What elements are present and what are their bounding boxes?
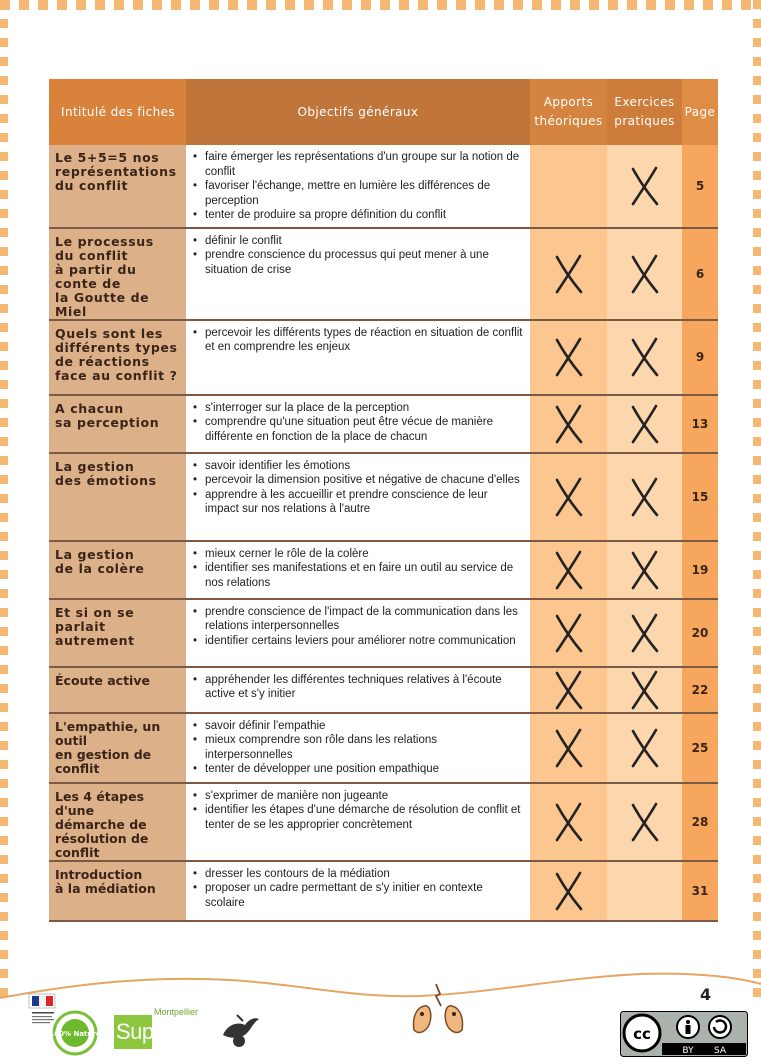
objectives-list	[192, 150, 524, 223]
cell-objectives	[186, 320, 530, 395]
page-border-left	[0, 0, 8, 1000]
cc-label: cc	[633, 1025, 651, 1043]
objectives-list	[192, 605, 524, 649]
cell-title	[49, 713, 186, 783]
title-line: du conflit	[55, 178, 129, 193]
page-number: 4	[700, 985, 712, 1004]
cell-page: 25	[682, 713, 718, 783]
header-objectives: Objectifs généraux	[186, 79, 530, 145]
cell-title	[49, 667, 186, 713]
cell-page: 31	[682, 861, 718, 921]
cross-mark-icon	[553, 254, 585, 294]
objective-item: • identifier les étapes d'une démarche de résolution de conflit et tenter de se les approprier concrètement	[192, 803, 524, 832]
title-line: autrement	[55, 632, 135, 648]
cell-page: 20	[682, 599, 718, 667]
cell-title	[49, 228, 186, 320]
header-title: Intitulé des fiches	[49, 79, 186, 145]
title-line: différents types	[55, 339, 178, 355]
title-line: démarche de	[55, 816, 147, 832]
title-line: Quels sont les	[55, 325, 163, 341]
objectives-list	[192, 719, 524, 777]
supagro-small-text: Montpellier	[154, 1007, 199, 1017]
cc-by-label: BY	[682, 1046, 694, 1056]
cell-page: 6	[682, 228, 718, 320]
cell-page: 5	[682, 145, 718, 228]
objective-item: • savoir définir l'empathie	[192, 719, 524, 734]
mascot-illustration	[406, 980, 470, 1040]
header-page: Page	[682, 79, 718, 145]
objectives-list	[192, 234, 524, 278]
table-row	[49, 541, 718, 599]
objective-item: • s'exprimer de manière non jugeante	[192, 789, 524, 804]
cross-mark-icon	[629, 166, 661, 206]
cross-mark-icon	[553, 550, 585, 590]
title-line: à partir du conte de	[55, 261, 137, 291]
cross-mark-icon	[629, 404, 661, 444]
supagro-logo	[114, 1007, 200, 1049]
cell-exercices	[607, 713, 682, 783]
header-exercices-line1: Exercices	[614, 95, 675, 109]
nature-badge-logo	[49, 1010, 101, 1056]
cell-title	[49, 861, 186, 921]
objective-item: • apprendre à les accueillir et prendre conscience de leur impact sur nos relations à l'autre	[192, 488, 524, 517]
cell-exercices	[607, 783, 682, 861]
table-row	[49, 145, 718, 228]
objective-item: • s'interroger sur la place de la perception	[192, 401, 524, 416]
cross-mark-icon	[629, 802, 661, 842]
title-line: de la colère	[55, 560, 145, 576]
title-line: de réactions	[55, 353, 150, 369]
cell-exercices	[607, 667, 682, 713]
summary-table	[49, 79, 718, 922]
table-row	[49, 228, 718, 320]
cross-mark-icon	[553, 613, 585, 653]
cell-apports	[530, 541, 607, 599]
objective-item: • identifier ses manifestations et en faire un outil au service de nos relations	[192, 561, 524, 590]
cross-mark-icon	[629, 254, 661, 294]
title-line: à la médiation	[55, 880, 156, 896]
cell-apports	[530, 320, 607, 395]
cell-objectives	[186, 861, 530, 921]
cross-mark-icon	[553, 802, 585, 842]
cell-objectives	[186, 395, 530, 453]
cell-objectives	[186, 713, 530, 783]
cell-exercices	[607, 395, 682, 453]
objectives-list	[192, 326, 524, 355]
title-line: en gestion de conflit	[55, 746, 152, 776]
objective-item: • tenter de produire sa propre définition du conflit	[192, 208, 524, 223]
header-exercices-line2: pratiques	[614, 114, 675, 128]
title-line: face au conflit ?	[55, 367, 178, 383]
cross-mark-icon	[553, 337, 585, 377]
cell-objectives	[186, 667, 530, 713]
objective-item: • faire émerger les représentations d'un groupe sur la notion de conflit	[192, 150, 524, 179]
title-line: représentations	[55, 164, 177, 179]
cell-exercices	[607, 145, 682, 228]
objective-item: • percevoir les différents types de réaction en situation de conflit et en comprendre les enjeux	[192, 326, 524, 355]
title-line: des émotions	[55, 472, 157, 488]
table-row	[49, 667, 718, 713]
cross-mark-icon	[553, 670, 585, 710]
objectives-list	[192, 401, 524, 445]
cross-mark-icon	[553, 404, 585, 444]
cc-license-badge	[620, 1011, 748, 1057]
table-row	[49, 783, 718, 861]
objectives-list	[192, 867, 524, 911]
cc-sa-label: SA	[713, 1046, 727, 1056]
cell-title	[49, 783, 186, 861]
table-row	[49, 395, 718, 453]
cell-objectives	[186, 453, 530, 541]
table-body	[49, 145, 718, 921]
title-line: L'empathie, un outil	[55, 718, 161, 748]
title-line: Écoute active	[55, 672, 150, 688]
cell-exercices	[607, 861, 682, 921]
objective-item: • tenter de développer une position empathique	[192, 762, 524, 777]
cross-mark-icon	[553, 728, 585, 768]
table-row	[49, 453, 718, 541]
title-line: résolution de conflit	[55, 830, 149, 860]
cell-page: 15	[682, 453, 718, 541]
page-border-top	[0, 0, 761, 10]
cell-apports	[530, 783, 607, 861]
objective-item: • favoriser l'échange, mettre en lumière les différences de perception	[192, 179, 524, 208]
cell-title	[49, 453, 186, 541]
cell-page: 13	[682, 395, 718, 453]
objective-item: • dresser les contours de la médiation	[192, 867, 524, 882]
cell-apports	[530, 453, 607, 541]
cross-mark-icon	[629, 477, 661, 517]
table-row	[49, 861, 718, 921]
cell-exercices	[607, 599, 682, 667]
cell-apports	[530, 395, 607, 453]
title-line: Introduction	[55, 866, 143, 882]
supagro-main-text: SupAgro	[116, 1019, 199, 1044]
cell-apports	[530, 599, 607, 667]
cell-title	[49, 599, 186, 667]
cell-apports	[530, 228, 607, 320]
cross-mark-icon	[629, 670, 661, 710]
cell-title	[49, 395, 186, 453]
nature-badge-text: 100% Nature	[49, 1030, 101, 1038]
cell-exercices	[607, 453, 682, 541]
cell-exercices	[607, 320, 682, 395]
cell-title	[49, 541, 186, 599]
objective-item: • comprendre qu'une situation peut être vécue de manière différente en fonction de la place de chacun	[192, 415, 524, 444]
title-line: Les 4 étapes d'une	[55, 788, 145, 818]
cell-exercices	[607, 228, 682, 320]
table-row	[49, 713, 718, 783]
cell-page: 19	[682, 541, 718, 599]
title-line: la Goutte de Miel	[55, 289, 150, 319]
title-line: Le 5+5=5 nos	[55, 150, 160, 165]
cross-mark-icon	[629, 337, 661, 377]
header-apports	[530, 79, 607, 145]
page-border-right	[753, 0, 761, 1000]
cell-page: 9	[682, 320, 718, 395]
bird-logo	[217, 1005, 261, 1049]
cell-title	[49, 320, 186, 395]
cell-objectives	[186, 228, 530, 320]
objectives-list	[192, 459, 524, 517]
title-line: A chacun	[55, 400, 124, 416]
cell-apports	[530, 667, 607, 713]
cell-apports	[530, 145, 607, 228]
cross-mark-icon	[629, 550, 661, 590]
cell-objectives	[186, 541, 530, 599]
table-header-row	[49, 79, 718, 145]
objective-item: • appréhender les différentes techniques relatives à l'écoute active et s'y initier	[192, 673, 524, 702]
title-line: sa perception	[55, 414, 160, 430]
cell-page: 28	[682, 783, 718, 861]
title-line: Le processus	[55, 233, 154, 249]
cell-objectives	[186, 145, 530, 228]
cell-apports	[530, 861, 607, 921]
objective-item: • identifier certains leviers pour améliorer notre communication	[192, 634, 524, 649]
cell-apports	[530, 713, 607, 783]
objective-item: • mieux comprendre son rôle dans les relations interpersonnelles	[192, 733, 524, 762]
title-line: La gestion	[55, 546, 135, 562]
title-line: du conflit	[55, 247, 129, 263]
objective-item: • définir le conflit	[192, 234, 524, 249]
objectives-list	[192, 789, 524, 833]
cross-mark-icon	[629, 728, 661, 768]
objectives-list	[192, 547, 524, 591]
cross-mark-icon	[553, 477, 585, 517]
cross-mark-icon	[629, 613, 661, 653]
table-row	[49, 599, 718, 667]
table-row	[49, 320, 718, 395]
objective-item: • percevoir la dimension positive et négative de chacune d'elles	[192, 473, 524, 488]
objective-item: • prendre conscience de l'impact de la communication dans les relations interpersonnelles	[192, 605, 524, 634]
cross-mark-icon	[553, 871, 585, 911]
title-line: La gestion	[55, 458, 135, 474]
title-line: Et si on se parlait	[55, 604, 135, 634]
objective-item: • proposer un cadre permettant de s'y initier en contexte scolaire	[192, 881, 524, 910]
objective-item: • savoir identifier les émotions	[192, 459, 524, 474]
objectives-list	[192, 673, 524, 702]
cell-objectives	[186, 599, 530, 667]
header-apports-line1: Apports	[543, 95, 594, 109]
header-exercices	[607, 79, 682, 145]
cell-exercices	[607, 541, 682, 599]
objective-item: • mieux cerner le rôle de la colère	[192, 547, 524, 562]
objective-item: • prendre conscience du processus qui peut mener à une situation de crise	[192, 248, 524, 277]
cell-objectives	[186, 783, 530, 861]
header-apports-line2: théoriques	[534, 114, 603, 128]
cell-title	[49, 145, 186, 228]
cell-page: 22	[682, 667, 718, 713]
